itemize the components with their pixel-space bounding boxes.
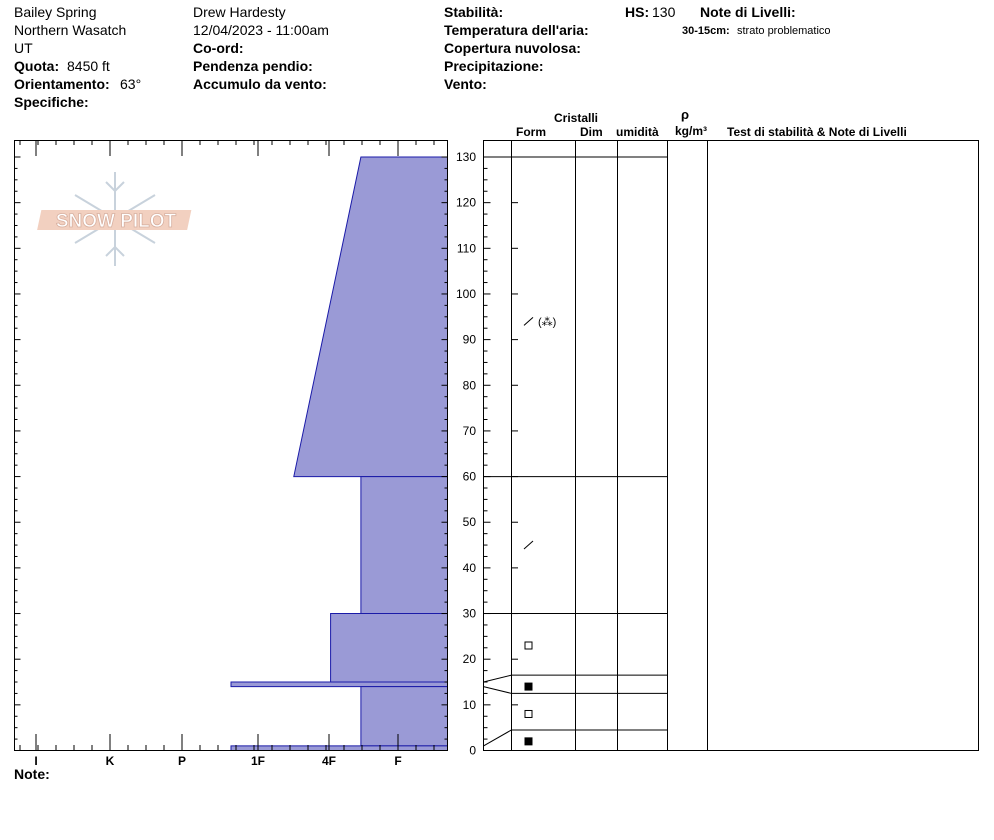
hardness-tick-label: I [34,754,38,768]
depth-tick-label: 80 [462,378,476,393]
density-unit: kg/m³ [675,124,708,138]
location: Bailey Spring [14,4,97,20]
hs-label: HS: [625,4,650,20]
depth-tick-label: 40 [462,560,476,575]
precipitation-label: Precipitazione: [444,58,544,74]
layer-boundary-connector [484,675,512,682]
depth-tick-label: 110 [456,241,476,256]
elevation-label: Quota: [14,58,60,74]
depth-tick-label: 60 [462,469,476,484]
depth-tick-label: 0 [469,743,476,758]
crystal-form-symbol [524,317,533,325]
mountain-range: Northern Wasatch [14,22,127,38]
layer-boundary-connector [484,730,512,746]
aspect-value: 63° [120,76,142,92]
logo-text: SNOW PILOT [55,211,177,232]
hardness-tick-label: 4F [321,754,337,768]
observation-datetime: 12/04/2023 - 11:00am [193,22,329,38]
slope-label: Pendenza pendio: [193,58,313,74]
profile-table-frame [484,141,979,751]
state: UT [14,40,33,56]
hardness-tick-label: F [394,754,402,768]
observer-name: Drew Hardesty [193,4,286,20]
stability-label: Stabilità: [444,4,504,20]
hardness-layer-3 [231,682,448,687]
moisture-header: umidità [616,125,659,139]
wind-loading-label: Accumulo da vento: [193,76,327,92]
tests-header: Test di stabilità & Note di Livelli [727,125,907,139]
depth-tick-label: 20 [462,652,476,667]
depth-tick-label: 90 [462,332,476,347]
density-symbol: ρ [681,107,690,122]
depth-tick-label: 30 [462,606,476,621]
elevation-value: 8450 ft [67,58,110,74]
layer-notes-label: Note di Livelli: [700,4,796,20]
coords-label: Co-ord: [193,40,244,56]
depth-tick-label: 120 [455,195,476,210]
depth-tick-label: 70 [462,423,476,438]
depth-tick-label: 50 [462,515,476,530]
hardness-layer-4 [361,687,448,746]
crystal-form-secondary-symbol: (⁂) [538,316,557,329]
hardness-layer-2 [331,614,448,682]
hardness-layer-0 [294,157,448,477]
hardness-layer-5 [231,746,448,751]
depth-tick-label: 100 [455,286,476,301]
crystal-form-symbol [524,541,533,549]
notes-label: Note: [14,766,50,782]
hardness-layer-1 [361,477,448,614]
size-header: Dim [580,125,603,139]
depth-tick-label: 130 [455,150,476,164]
crystal-form-symbol [525,738,532,745]
hardness-tick-label: 1F [250,754,266,768]
hs-value: 130 [652,4,676,20]
aspect-label: Orientamento: [14,76,110,92]
hardness-tick-label: P [177,754,187,768]
crystal-form-symbol [525,710,532,717]
layer-boundary-connector [484,687,512,694]
air-temp-label: Temperatura dell'aria: [444,22,589,38]
specifics-label: Specifiche: [14,94,89,110]
wind-label: Vento: [444,76,487,92]
form-header: Form [516,125,546,139]
depth-tick-label: 10 [462,697,476,712]
crystal-form-symbol [525,683,532,690]
crystal-form-symbol [525,642,532,649]
hardness-tick-label: K [105,754,115,768]
layer-note-text: strato problematico [737,25,831,37]
sky-cover-label: Copertura nuvolosa: [444,40,581,56]
snowpilot-logo [37,172,191,266]
crystals-header: Cristalli [554,111,599,125]
layer-note-depth: 30-15cm: [682,25,730,37]
